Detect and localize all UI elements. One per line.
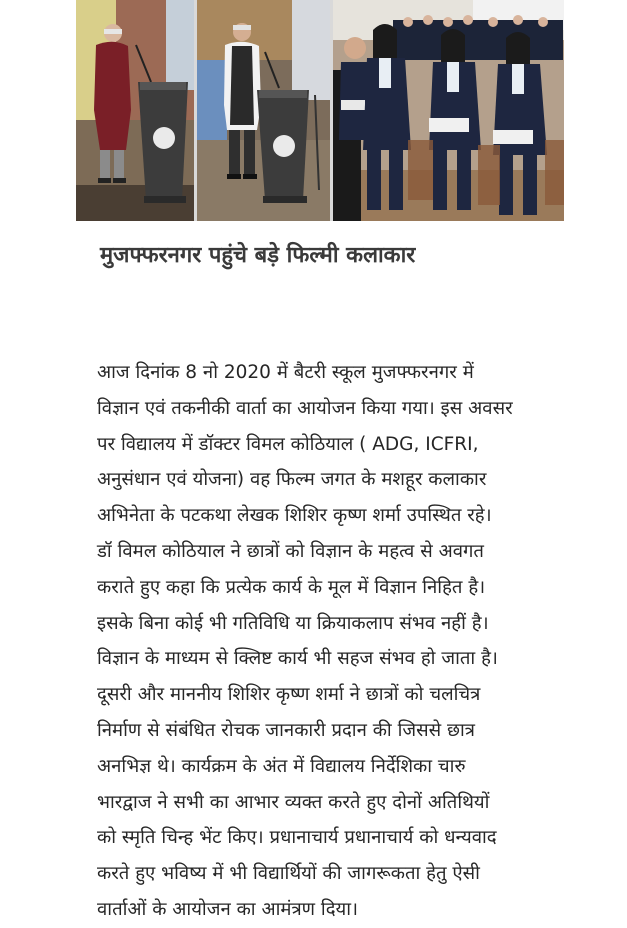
speaker-at-podium-photo-icon <box>76 0 194 221</box>
article-line: अनुसंधान एवं योजना) वह फिल्म जगत के मशहूर कलाकार <box>97 469 487 491</box>
article-line: कराते हुए कहा कि प्रत्येक कार्य के मूल में विज्ञान निहित है। <box>97 576 486 598</box>
article-line: अभिनेता के पटकथा लेखक शिशिर कृष्ण शर्मा उपस्थित रहे। <box>97 505 492 527</box>
photo-collage <box>76 0 564 221</box>
speaker-photo-2 <box>197 0 330 221</box>
article-line: पर विद्यालय में डॉक्टर विमल कोठियाल ( ADG, ICFRI, <box>97 433 479 455</box>
article-line: इसके बिना कोई भी गतिविधि या क्रियाकलाप संभव नहीं है। <box>97 612 489 634</box>
article-body <box>97 355 577 928</box>
students-seated-photo-icon <box>333 0 564 221</box>
speaker-photo-1 <box>76 0 194 221</box>
article-line: वार्ताओं के आयोजन का आमंत्रण दिया। <box>97 898 359 920</box>
article-line: विज्ञान एवं तकनीकी वार्ता का आयोजन किया गया। इस अवसर <box>97 397 513 419</box>
article-line: को स्मृति चिन्ह भेंट किए। प्रधानाचार्य प्रधानाचार्य को धन्यवाद <box>97 827 497 849</box>
article-line: आज दिनांक 8 नो 2020 में बैटरी स्कूल मुजफ्फरनगर में <box>97 362 474 383</box>
article-headline: मुजफ्फरनगर पहुंचे बड़े फिल्मी कलाकार <box>100 243 416 268</box>
article-line: करते हुए भविष्य में भी विद्यार्थियों की जागरूकता हेतु ऐसी <box>97 863 480 885</box>
article-line: डॉ विमल कोठियाल ने छात्रों को विज्ञान के महत्व से अवगत <box>97 540 484 562</box>
students-photo <box>333 0 564 221</box>
article-line: निर्माण से संबंधित रोचक जानकारी प्रदान की जिससे छात्र <box>97 719 475 741</box>
article-line: विज्ञान के माध्यम से क्लिष्ट कार्य भी सहज संभव हो जाता है। <box>97 648 498 670</box>
article-line: भारद्वाज ने सभी का आभार व्यक्त करते हुए दोनों अतिथियों <box>97 791 490 813</box>
article-line: अनभिज्ञ थे। कार्यक्रम के अंत में विद्यालय निर्देशिका चारु <box>97 755 466 777</box>
speaker-at-podium-photo-icon <box>197 0 330 221</box>
article-line: दूसरी और माननीय शिशिर कृष्ण शर्मा ने छात्रों को चलचित्र <box>97 684 481 706</box>
